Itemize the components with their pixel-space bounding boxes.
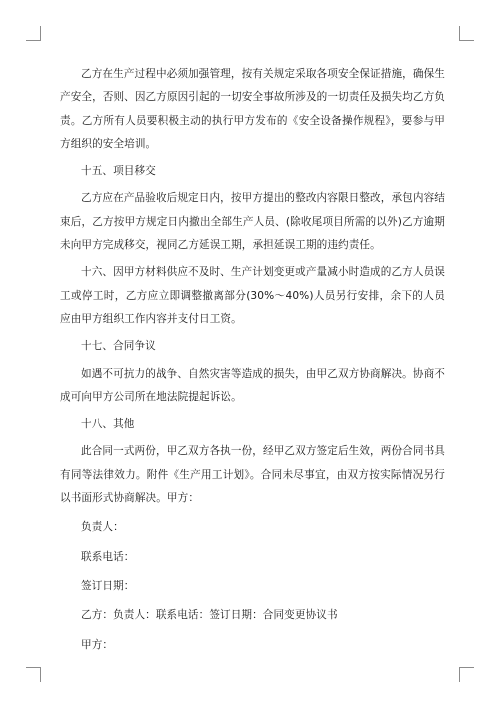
document-body bbox=[60, 63, 445, 657]
paragraph-project-handover: 乙方应在产品验收后规定日内，按甲方提出的整改内容限日整改，承包内容结束后，乙方按甲方规定日内撤出全部生产人员、(除收尾项目所需的以外)乙方逾期未向甲方完成移交，视同乙方延误工期，承担延误工期的违约责任。 bbox=[60, 192, 445, 252]
section-heading-project-handover: 十五、项目移交 bbox=[81, 165, 156, 178]
field-sign-date: 签订日期： bbox=[81, 579, 135, 592]
paragraph-contract-dispute: 如遇不可抗力的战争、自然灾害等造成的损失，由甲乙双方协商解决。协商不成可向甲方公司所在地法院提起诉讼。 bbox=[60, 367, 445, 403]
party-a-signature-label: 甲方： bbox=[81, 638, 114, 651]
crop-mark-bottom-left bbox=[26, 667, 41, 682]
paragraph-material-supply-delay: 十六、因甲方材料供应不及时、生产计划变更或产量减小时造成的乙方人员误工或停工时，乙方应立即调整撤离部分(30%～40%)人员另行安排，余下的人员应由甲方组织工作内容并支付日工资。 bbox=[60, 266, 445, 325]
crop-mark-top-left bbox=[26, 26, 41, 41]
paragraph-safety-management: 乙方在生产过程中必须加强管理，按有关规定采取各项安全保证措施，确保生产安全，否则、因乙方原因引起的一切安全事故所涉及的一切责任及损失均乙方负责。乙方所有人员要积极主动的执行甲方发布的《安全设备操作规程》，要参与甲方组织的安全培训。 bbox=[60, 68, 445, 150]
field-contact-phone: 联系电话： bbox=[81, 550, 135, 563]
section-heading-contract-dispute: 十七、合同争议 bbox=[81, 340, 156, 353]
paragraph-other-terms: 此合同一式两份，甲乙双方各执一份，经甲乙双方签定后生效，两份合同书具有同等法律效力。附件《生产用工计划》。合同未尽事宜，由双方按实际情况另行以书面形式协商解决。甲方： bbox=[60, 445, 445, 505]
field-person-in-charge: 负责人： bbox=[81, 521, 124, 534]
section-heading-other: 十八、其他 bbox=[81, 418, 135, 431]
crop-mark-bottom-right bbox=[459, 667, 474, 682]
crop-mark-top-right bbox=[459, 26, 474, 41]
party-b-signature-line: 乙方：负责人：联系电话：签订日期：合同变更协议书 bbox=[81, 609, 338, 622]
